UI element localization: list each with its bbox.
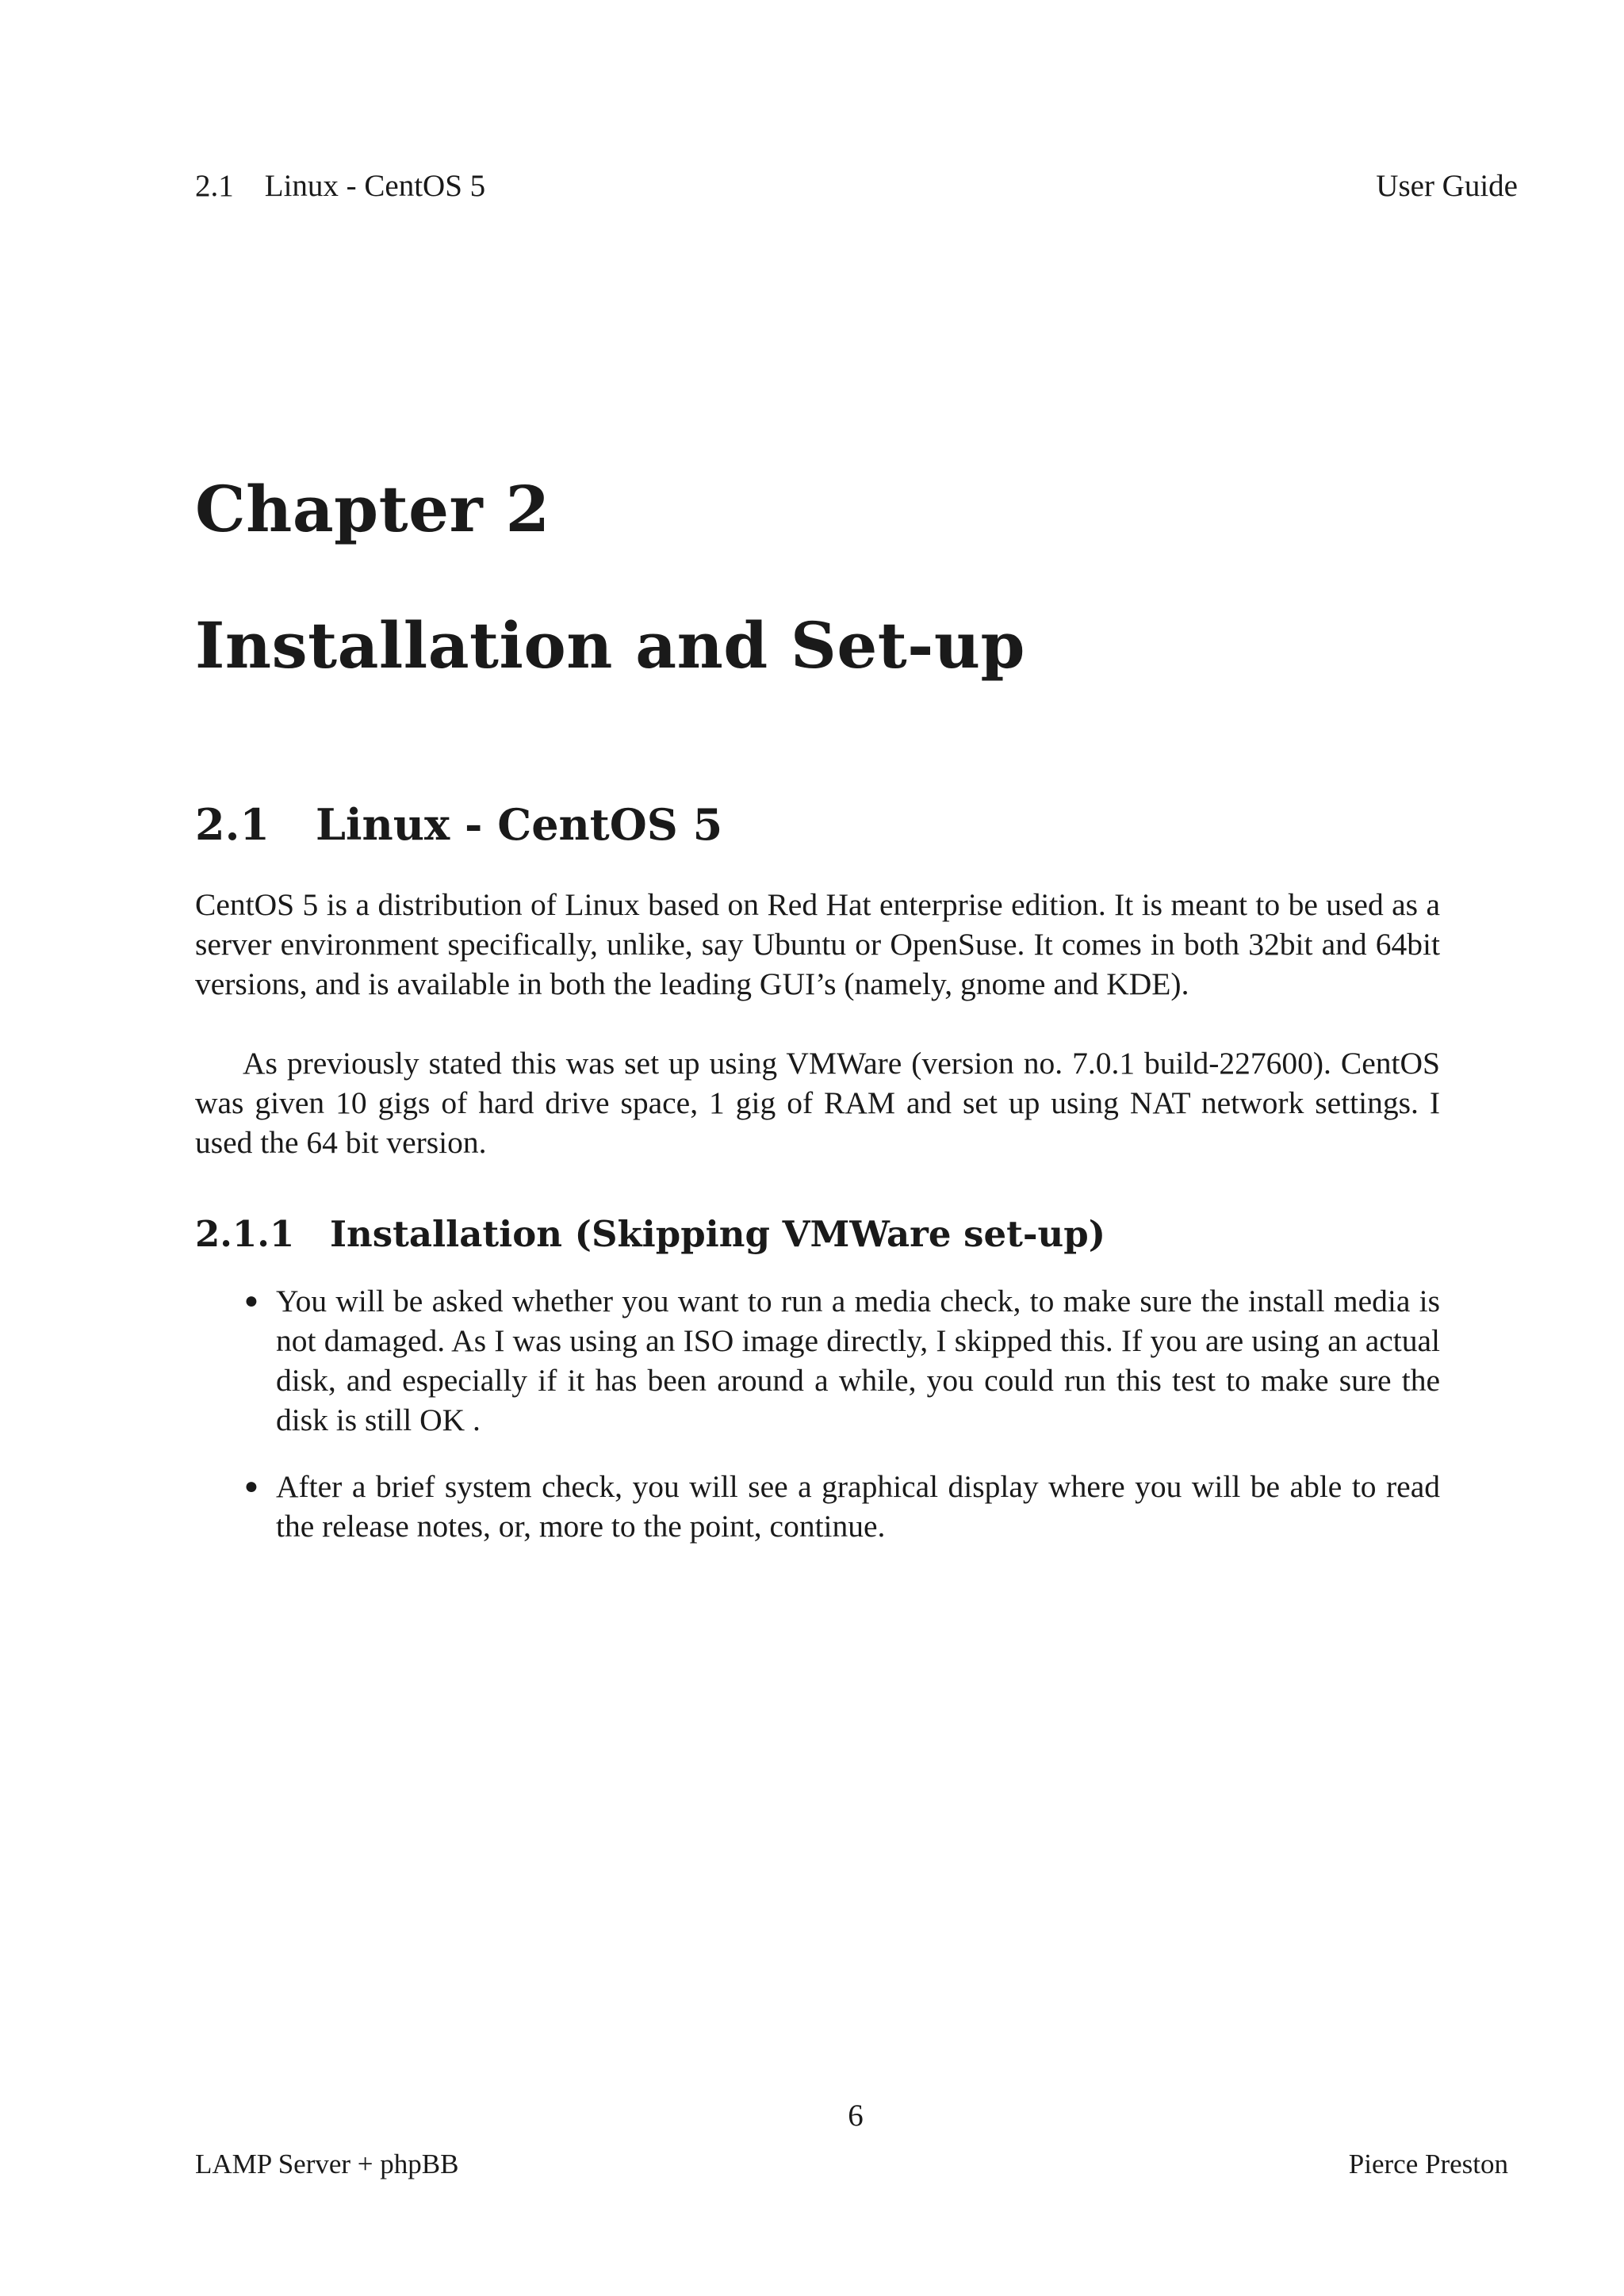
bullet-icon: ● bbox=[243, 1288, 259, 1314]
paragraph: As previously stated this was set up using VMWare (version no. 7.0.1 build-227600). CentOS was given 10 gigs of hard drive space, 1 gig of RAM and set up using NAT network settings. I used the 64 bit version. bbox=[195, 1046, 1440, 1160]
section-heading bbox=[195, 799, 722, 850]
header-section-label: 2.1 Linux - CentOS 5 bbox=[195, 169, 486, 203]
section-number: 2.1 bbox=[195, 799, 270, 850]
footer-title: LAMP Server + phpBB bbox=[195, 2149, 459, 2179]
subsection-heading bbox=[195, 1213, 1105, 1255]
subsection-title: Installation (Skipping VMWare set-up) bbox=[330, 1213, 1106, 1255]
list-item bbox=[195, 1281, 1440, 1440]
running-header bbox=[195, 168, 1518, 204]
footer-author: Pierce Preston bbox=[1348, 2149, 1508, 2179]
chapter-title: Installation and Set-up bbox=[195, 608, 1025, 683]
paragraph: CentOS 5 is a distribution of Linux based on Red Hat enterprise edition. It is meant to be used as a server environment specifically, unlike, say Ubuntu or OpenSuse. It comes in both 32bit and 64bit versions, and is available in both the leading GUI’s (namely, gnome and KDE). bbox=[195, 887, 1440, 1001]
list-item-text: After a brief system check, you will see a graphical display where you will be able to read the release notes, or, more to the point, continue. bbox=[276, 1469, 1440, 1544]
chapter-label: Chapter 2 bbox=[195, 472, 550, 546]
page-number: 6 bbox=[848, 2099, 864, 2133]
list-item bbox=[195, 1467, 1440, 1546]
header-guide-label: User Guide bbox=[1376, 169, 1518, 203]
running-footer bbox=[195, 2149, 1508, 2180]
subsection-number: 2.1.1 bbox=[195, 1213, 295, 1255]
section-title: Linux - CentOS 5 bbox=[316, 799, 723, 850]
bullet-icon: ● bbox=[243, 1473, 259, 1499]
bullet-list bbox=[195, 1281, 1440, 1573]
list-item-text: You will be asked whether you want to run a media check, to make sure the install media is not damaged. As I was using an ISO image directly, I skipped this. If you are using an actual disk, and especially if it has been around a while, you could run this test to make sure the disk is still OK . bbox=[276, 1284, 1440, 1437]
